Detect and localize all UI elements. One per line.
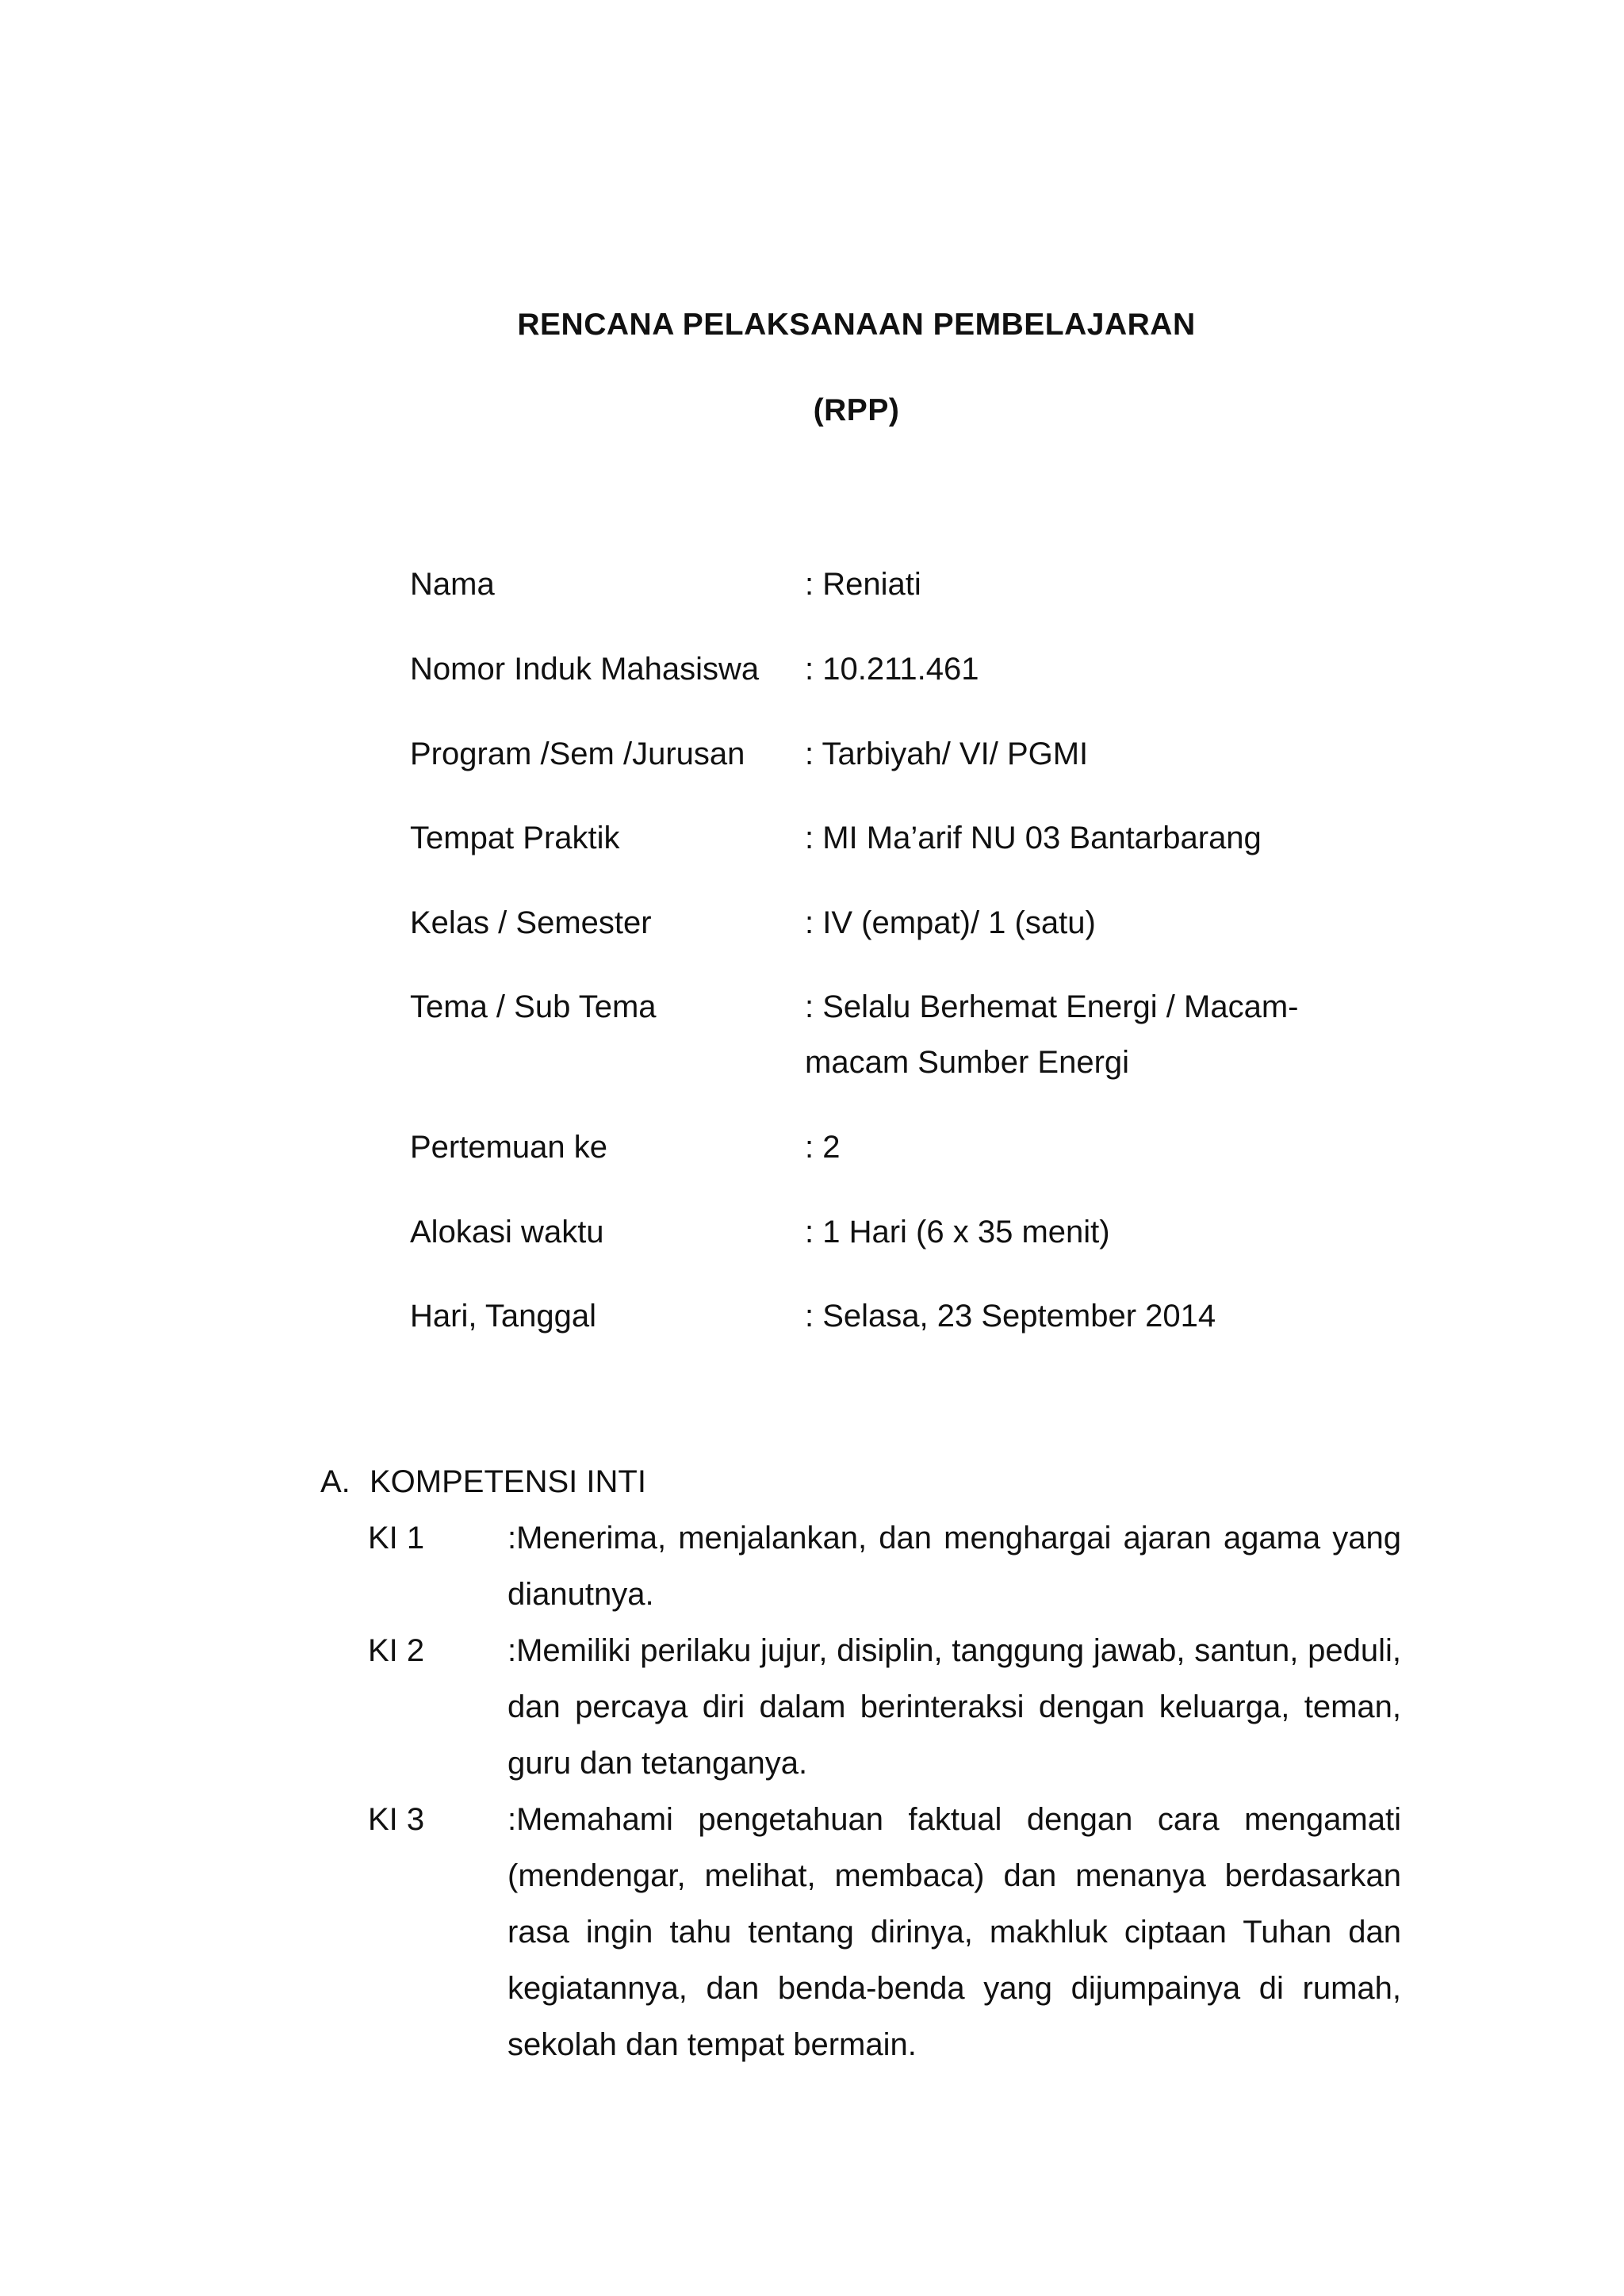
info-label: Program /Sem /Jurusan [410,737,745,771]
ki-label: KI 3 [368,1802,425,1837]
document-subtitle: (RPP) [813,393,900,427]
info-value: : Selalu Berhemat Energi / Macam-macam Sumber Energi [805,989,1299,1080]
info-label: Alokasi waktu [410,1215,604,1249]
info-value: : Reniati [805,567,921,602]
ki-text: :Menerima, menjalankan, dan menghargai ajaran agama yang dianutnya. [508,1521,1401,1612]
info-label: Tema / Sub Tema [410,989,657,1024]
ki-label: KI 1 [368,1521,425,1556]
info-value: : Tarbiyah/ VI/ PGMI [805,737,1089,771]
section-marker: A. [320,1464,350,1499]
info-label: Nama [410,567,495,602]
info-value: : 1 Hari (6 x 35 menit) [805,1215,1110,1249]
ki-text: :Memahami pengetahuan faktual dengan cara mengamati (mendengar, melihat, membaca) dan menanya berdasarkan rasa ingin tahu tentang dirinya, makhluk ciptaan Tuhan dan kegiatannya, dan benda-benda yang dijumpainya di rumah, sekolah dan tempat bermain. [508,1802,1401,2062]
info-label: Hari, Tanggal [410,1299,596,1334]
info-value: : 2 [805,1130,841,1165]
info-label: Tempat Praktik [410,821,620,855]
info-value: : 10.211.461 [805,652,979,687]
section-heading-kompetensi-inti [320,1454,646,1510]
info-value: : IV (empat)/ 1 (satu) [805,905,1096,940]
ki-text: :Memiliki perilaku jujur, disiplin, tanggung jawab, santun, peduli, dan percaya diri dalam berinteraksi dengan keluarga, teman, guru dan tetanganya. [508,1633,1401,1781]
document-title: RENCANA PELAKSANAAN PEMBELAJARAN [517,308,1196,342]
info-label: Nomor Induk Mahasiswa [410,652,760,687]
info-label: Kelas / Semester [410,905,652,940]
section-title: KOMPETENSI INTI [370,1464,646,1499]
info-label: Pertemuan ke [410,1130,608,1165]
ki-label: KI 2 [368,1633,425,1668]
info-value: : Selasa, 23 September 2014 [805,1299,1216,1334]
info-value: : MI Ma’arif NU 03 Bantarbarang [805,821,1262,855]
